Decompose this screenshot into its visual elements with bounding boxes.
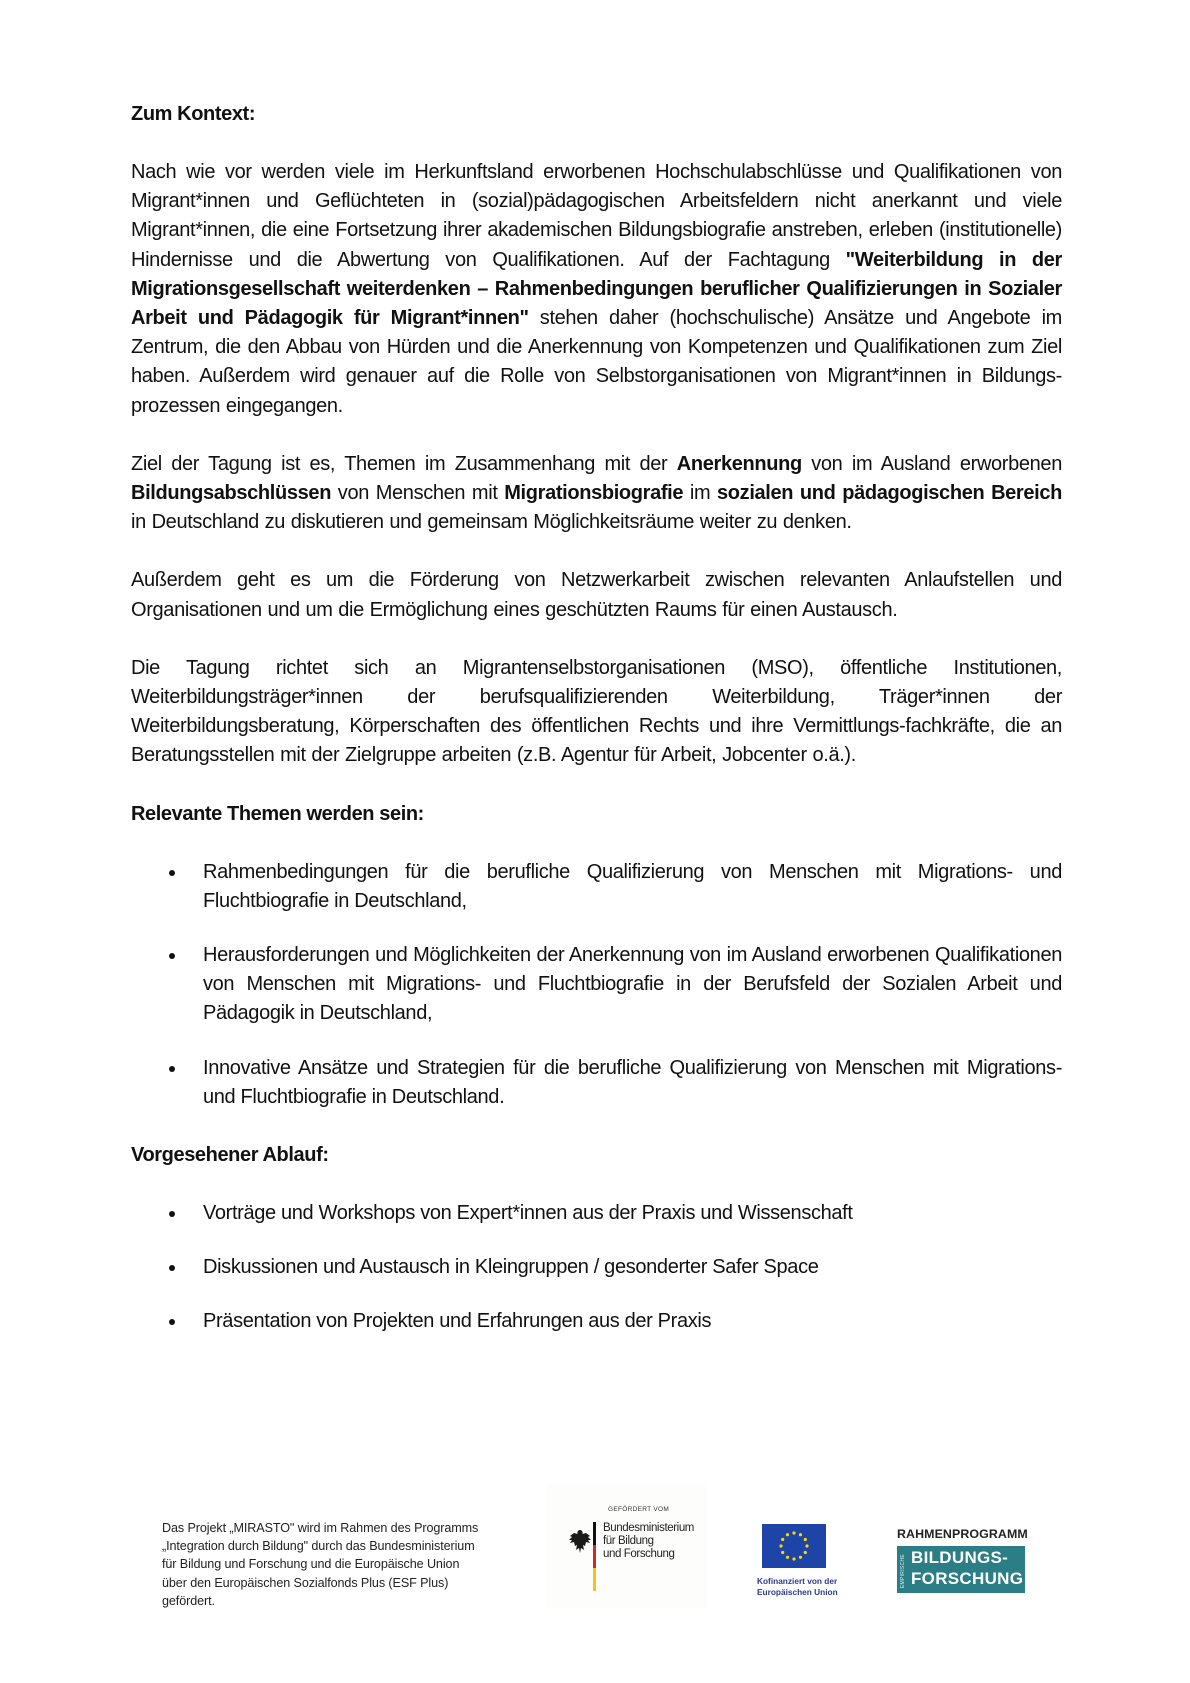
context-paragraph-3: Außerdem geht es um die Förderung von Netzwerkarbeit zwischen relevanten Anlaufstellen und Organisationen und um die Ermöglichung eines geschützten Raums für einen Austausch. — [131, 569, 1062, 621]
themes-list — [131, 858, 1062, 1112]
eu-logo — [757, 1524, 867, 1597]
context-paragraph-1: Nach wie vor werden viele im Herkunftsland erworbenen Hochschulabschlüsse und Qualifikationen von Migrant*innen und Geflüchteten in (sozial)pädagogischen Arbeitsfeldern nicht anerkannt und viele Migrant*innen, die eine Fortsetzung ihrer akademischen Bildungsbiografie anstreben, erleben (institutionelle) Hindernisse und die Abwertung von Qualifikationen. Auf der Fachtagung "Weiterbildung in der Migrationsgesellschaft weiterdenken – Rahmenbedingungen beruflicher Qualifizierungen in Sozialer Arbeit und Pädagogik für Migrant*innen" stehen daher (hochschulische) Ansätze und Angebote im Zentrum, die den Abbau von Hürden und die Anerkennung von Kompetenzen und Qualifikationen zum Ziel haben. Außerdem wird genauer auf die Rolle von Selbstorganisationen von Migrant*innen in Bildungs-prozessen eingegangen. — [131, 161, 1062, 417]
themes-heading: Relevante Themen werden sein: — [131, 802, 424, 825]
list-item: Innovative Ansätze und Strategien für die berufliche Qualifizierung von Menschen mit Migrations- und Fluchtbiografie in Deutschland. — [131, 1054, 1062, 1112]
list-item: Diskussionen und Austausch in Kleingruppen / gesonderter Safer Space — [131, 1253, 1062, 1282]
bildungsforschung-logo — [897, 1527, 1029, 1593]
list-item: Vorträge und Workshops von Expert*innen aus der Praxis und Wissenschaft — [131, 1199, 1062, 1228]
bmbf-logo — [547, 1484, 707, 1608]
schedule-list — [131, 1199, 1062, 1337]
federal-eagle-icon — [569, 1529, 591, 1555]
context-paragraph-4: Die Tagung richtet sich an Migrantenselbstorganisationen (MSO), öffentliche Institutionen, Weiterbildungsträger*innen der berufsqualifizierenden Weiterbildung, Träger*innen der Weiterbildungsberatung, Körperschaften des öffentlichen Rechts und ihre Vermittlungs-fachkräfte, die an Beratungsstellen mit der Zielgruppe arbeiten (z.B. Agentur für Arbeit, Jobcenter o.ä.). — [131, 656, 1062, 767]
document-page — [131, 100, 1062, 1337]
funding-statement: Das Projekt „MIRASTO" wird im Rahmen des Programms „Integration durch Bildung" durch das Bundesministerium für Bildung und Forschung und die Europäische Union über den Europäischen Sozialfonds Plus (ESF Plus) gefördert. — [162, 1521, 479, 1608]
german-flag-bar — [593, 1522, 596, 1591]
eu-flag-icon — [762, 1524, 826, 1568]
list-item: Rahmenbedingungen für die berufliche Qualifizierung von Menschen mit Migrations- und Fluchtbiografie in Deutschland, — [131, 858, 1062, 916]
conference-title: "Weiterbildung in der Migrationsgesellschaft weiterdenken – Rahmenbedingungen beruflicher Qualifizierungen in Sozialer Arbeit und Pädagogik für Migrant*innen" — [131, 248, 1062, 330]
bmbf-name: Bundesministerium für Bildung und Forschung — [603, 1522, 694, 1560]
context-paragraph-2: Ziel der Tagung ist es, Themen im Zusammenhang mit der Anerkennung von im Ausland erworbenen Bildungsabschlüssen von Menschen mit Migrationsbiografie im sozialen und pädagogischen Bereich in Deutschland zu diskutieren und gemeinsam Möglichkeitsräume weiter zu denken. — [131, 452, 1062, 534]
list-item: Herausforderungen und Möglichkeiten der Anerkennung von im Ausland erworbenen Qualifikationen von Menschen mit Migrations- und Fluchtbiografie in der Berufsfeld der Sozialen Arbeit und Pädagogik in Deutschland, — [131, 941, 1062, 1029]
bullet-icon — [169, 953, 175, 959]
list-item: Präsentation von Projekten und Erfahrungen aus der Praxis — [131, 1307, 1062, 1336]
bullet-icon — [169, 1211, 175, 1217]
rahmenprogramm-label: RAHMENPROGRAMM — [897, 1527, 1028, 1541]
bildungsforschung-box: EMPIRISCHE BILDUNGS- FORSCHUNG — [897, 1546, 1025, 1593]
schedule-heading: Vorgesehener Ablauf: — [131, 1144, 329, 1167]
bmbf-label: GEFÖRDERT VOM — [608, 1506, 670, 1513]
bullet-icon — [169, 1319, 175, 1325]
eu-stars-icon — [762, 1524, 826, 1568]
bullet-icon — [169, 1066, 175, 1072]
eu-caption: Kofinanziert von der Europäischen Union — [757, 1576, 838, 1597]
bullet-icon — [169, 870, 175, 876]
bullet-icon — [169, 1265, 175, 1271]
context-heading: Zum Kontext: — [131, 103, 256, 125]
